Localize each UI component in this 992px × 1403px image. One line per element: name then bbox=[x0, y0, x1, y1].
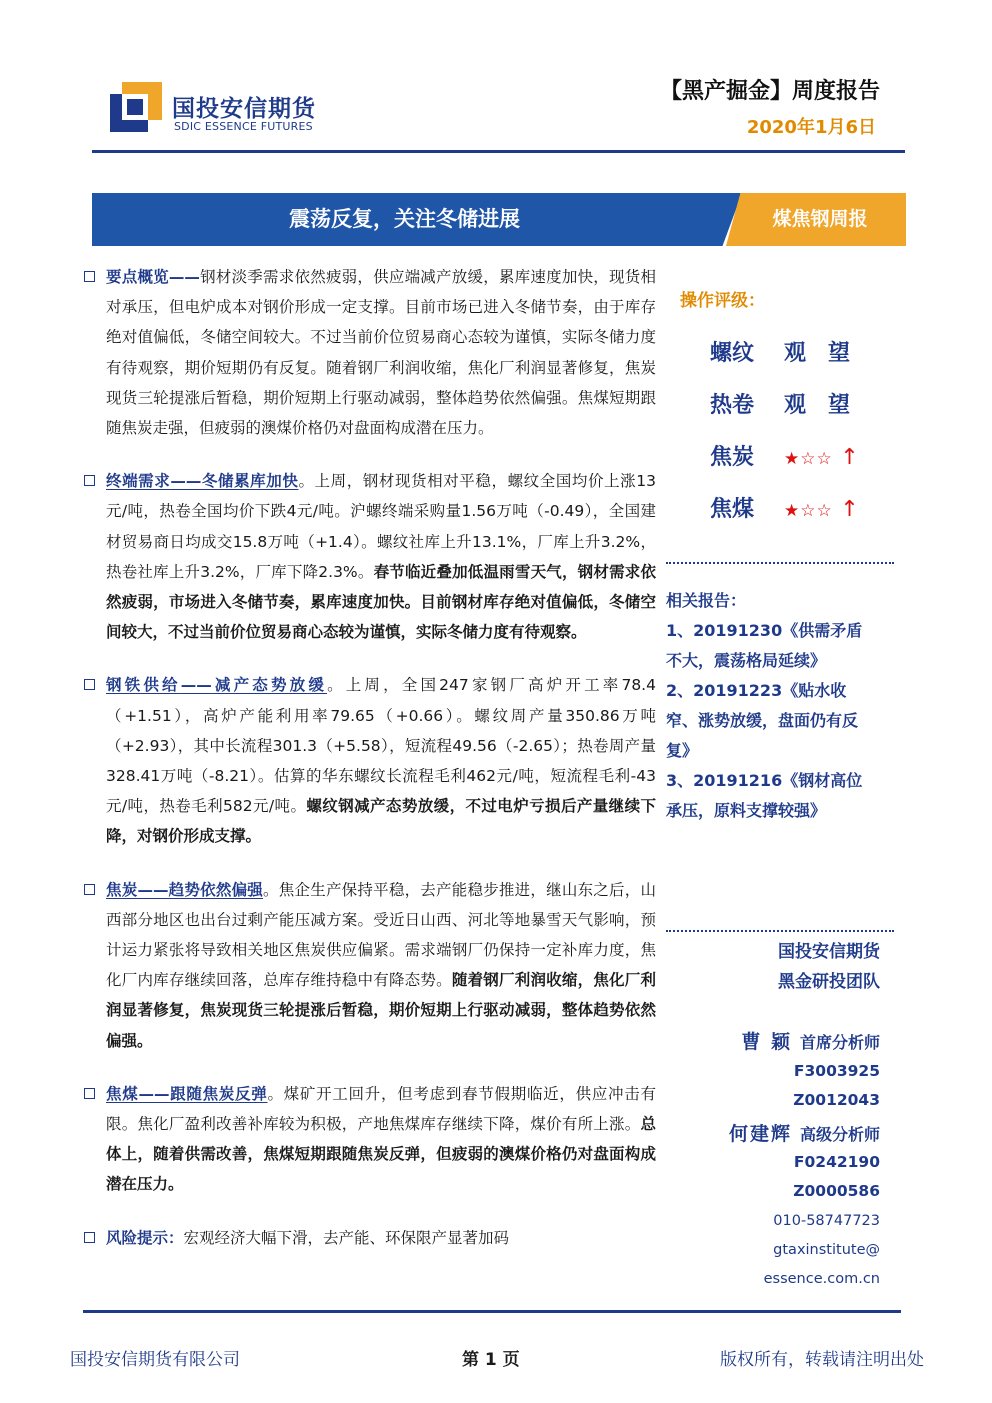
rating-name: 焦炭 bbox=[710, 445, 755, 470]
section-demand bbox=[84, 466, 656, 647]
section-conclusion: 春节临近叠加低温雨雪天气，钢材需求依然疲弱，市场进入冬储节奏，累库速度加快。目前钢材库存绝对值偏低，冬储空间较大，不过当前价位贸易商心态较为谨慎，实际冬储力度有待观察。 bbox=[106, 562, 656, 642]
section-label: 焦煤 bbox=[106, 1084, 139, 1103]
analyst-cert: Z0012043 bbox=[793, 1091, 880, 1109]
section-dash: —— bbox=[180, 676, 212, 695]
section-text: 。煤矿开工回升，但考虑到春节假期临近，供应冲击有限。焦化厂盈利改善补库较为积极，产地焦煤库存继续下降，煤价有所上涨。 bbox=[106, 1084, 656, 1134]
section-label: 风险提示 bbox=[106, 1228, 169, 1247]
section-label: 焦炭 bbox=[106, 880, 138, 899]
star-rating-icon: ★☆☆ bbox=[784, 501, 833, 521]
related-list bbox=[666, 616, 878, 826]
section-dash: ： bbox=[168, 1228, 184, 1247]
logo-text-en: SDIC ESSENCE FUTURES bbox=[174, 120, 313, 133]
sdic-logo-icon bbox=[110, 82, 162, 132]
section-subtitle: 跟随焦炭反弹 bbox=[169, 1084, 268, 1103]
analyst-title: 首席分析师 bbox=[799, 1033, 880, 1052]
analyst-cert: F0242190 bbox=[793, 1153, 880, 1171]
section-text: 宏观经济大幅下滑，去产能、环保限产显著加码 bbox=[183, 1228, 510, 1247]
section-text: 。上周，全国247家钢厂高炉开工率78.4（+1.51），高炉产能利用率79.65（+0.66）。螺纹周产量350.86万吨（+2.93），其中长流程301.3（+5.58），短流程49.56（-2.65）；热卷周产量328.41万吨（-8.21）。估算的华东螺纹长流程毛利462元/吨，短流程毛利-43元/吨，热卷毛利582元/吨。 bbox=[106, 676, 656, 816]
sidebar bbox=[666, 262, 906, 1292]
section-dash: —— bbox=[138, 1084, 170, 1103]
section-label: 终端需求 bbox=[106, 472, 171, 491]
analyst-cert: Z0000586 bbox=[793, 1182, 880, 1200]
headline-text: 震荡反复，关注冬储进展 bbox=[289, 207, 520, 231]
footer-company: 国投安信期货有限公司 bbox=[70, 1350, 240, 1370]
square-bullet-icon bbox=[84, 1088, 95, 1099]
square-bullet-icon bbox=[84, 271, 95, 282]
contact-phone: 010-58747723 bbox=[773, 1213, 880, 1229]
section-label: 钢铁供给 bbox=[106, 676, 181, 695]
section-coke bbox=[84, 875, 656, 1056]
section-text: 。上周，钢材现货相对平稳，螺纹全国均价上涨13元/吨，热卷全国均价下跌4元/吨。沪螺终端采购量1.56万吨（-0.49），全国建材贸易商日均成交15.8万吨（+1.4）。螺纹社库上升13.1%，厂库上升3.2%，热卷社库上升3.2%，厂库下降2.3%。 bbox=[106, 472, 656, 581]
section-conclusion: 随着钢厂利润收缩，焦化厂利润显著修复，焦炭现货三轮提涨后暂稳，期价短期上行驱动减弱，整体趋势依然偏强。 bbox=[106, 971, 656, 1050]
section-text: 钢材淡季需求依然疲弱，供应端减产放缓，累库速度加快，现货相对承压，但电炉成本对钢价形成一定支撑。目前市场已进入冬储节奏，由于库存绝对值偏低，冬储空间较大。不过当前价位贸易商心态较为谨慎，实际冬储力度有待观察，期价短期仍有反复。随着钢厂利润收缩，焦化厂利润显著修复，焦炭现货三轮提涨后暂稳，期价短期上行驱动减弱，整体趋势依然偏强。焦煤短期跟随焦炭走强，但疲弱的澳煤价格仍对盘面构成潜在压力。 bbox=[106, 268, 656, 438]
contact-info bbox=[764, 1207, 880, 1294]
header-divider bbox=[92, 150, 905, 153]
square-bullet-icon bbox=[84, 679, 95, 690]
section-subtitle: 趋势依然偏强 bbox=[168, 880, 264, 899]
team-org-name: 国投安信期货 bbox=[778, 942, 880, 962]
analyst-name: 何建辉 bbox=[728, 1123, 792, 1145]
report-title: 【黑产掘金】周度报告 bbox=[659, 79, 880, 104]
section-risk bbox=[84, 1223, 656, 1253]
team-org bbox=[778, 937, 880, 997]
team-group-name: 黑金研投团队 bbox=[778, 972, 880, 992]
footer-copyright: 版权所有，转载请注明出处 bbox=[720, 1350, 924, 1370]
dotted-divider bbox=[666, 562, 894, 564]
contact-email[interactable]: gtaxinstitute@ bbox=[773, 1242, 880, 1258]
rating-coking-coal bbox=[710, 492, 860, 523]
analyst-title: 高级分析师 bbox=[799, 1125, 880, 1144]
rating-view: 观望 bbox=[784, 393, 873, 418]
footer-divider bbox=[83, 1310, 901, 1313]
square-bullet-icon bbox=[84, 884, 95, 895]
related-item[interactable]: 2、20191223《贴水收窄、涨势放缓，盘面仍有反复》 bbox=[666, 681, 859, 760]
section-text: 。焦企生产保持平稳，去产能稳步推进，继山东之后，山西部分地区也出台过剩产能压减方案。受近日山西、河北等地暴雪天气影响，预计运力紧张将导致相关地区焦炭供应偏紧。需求端钢厂仍保持一定补库力度，焦化厂内库存继续回落，总库存维持稳中有降态势。 bbox=[106, 880, 656, 990]
section-supply bbox=[84, 670, 656, 851]
analyst-name: 曹 颖 bbox=[741, 1031, 792, 1053]
analyst-cert: F3003925 bbox=[793, 1062, 880, 1080]
dotted-divider bbox=[666, 930, 894, 932]
section-dash: —— bbox=[170, 472, 202, 491]
report-date: 2020年1月6日 bbox=[746, 117, 876, 138]
rating-name: 热卷 bbox=[710, 393, 755, 418]
rating-name: 螺纹 bbox=[710, 341, 755, 366]
section-label: 要点概览 bbox=[106, 268, 169, 286]
section-subtitle: 冬储累库加快 bbox=[201, 472, 299, 491]
rating-rebar bbox=[710, 336, 872, 367]
section-subtitle: 减产态势放缓 bbox=[211, 676, 328, 695]
page-number: 第 1 页 bbox=[462, 1350, 520, 1370]
category-tag-text: 煤焦钢周报 bbox=[772, 208, 868, 230]
related-item[interactable]: 3、20191216《钢材高位承压，原料支撑较强》 bbox=[666, 771, 863, 820]
up-arrow-icon: ↑ bbox=[840, 445, 860, 470]
rating-coke bbox=[710, 440, 860, 471]
rating-view: 观望 bbox=[784, 341, 873, 366]
related-title: 相关报告： bbox=[666, 591, 747, 610]
section-overview bbox=[84, 262, 656, 443]
rating-hot-coil bbox=[710, 388, 872, 419]
section-coking-coal bbox=[84, 1079, 656, 1200]
section-conclusion: 螺纹钢减产态势放缓，不过电炉亏损后产量继续下降，对钢价形成支撑。 bbox=[106, 797, 656, 846]
square-bullet-icon bbox=[84, 475, 95, 486]
star-rating-icon: ★☆☆ bbox=[784, 449, 833, 469]
section-dash: —— bbox=[137, 880, 169, 899]
rating-name: 焦煤 bbox=[710, 497, 755, 522]
logo-text-cn: 国投安信期货 bbox=[172, 96, 316, 122]
analyst-1 bbox=[741, 1027, 880, 1054]
main-content bbox=[84, 262, 656, 1276]
rating-title: 操作评级： bbox=[680, 291, 765, 311]
contact-email-domain[interactable]: essence.com.cn bbox=[763, 1271, 880, 1287]
section-dash: —— bbox=[168, 268, 200, 286]
up-arrow-icon: ↑ bbox=[840, 497, 860, 522]
section-conclusion: 总体上，随着供需改善，焦煤短期跟随焦炭反弹，但疲弱的澳煤价格仍对盘面构成潜在压力。 bbox=[106, 1115, 656, 1194]
analyst-2 bbox=[729, 1119, 880, 1146]
related-item[interactable]: 1、20191230《供需矛盾不大，震荡格局延续》 bbox=[666, 621, 863, 670]
square-bullet-icon bbox=[84, 1232, 95, 1243]
